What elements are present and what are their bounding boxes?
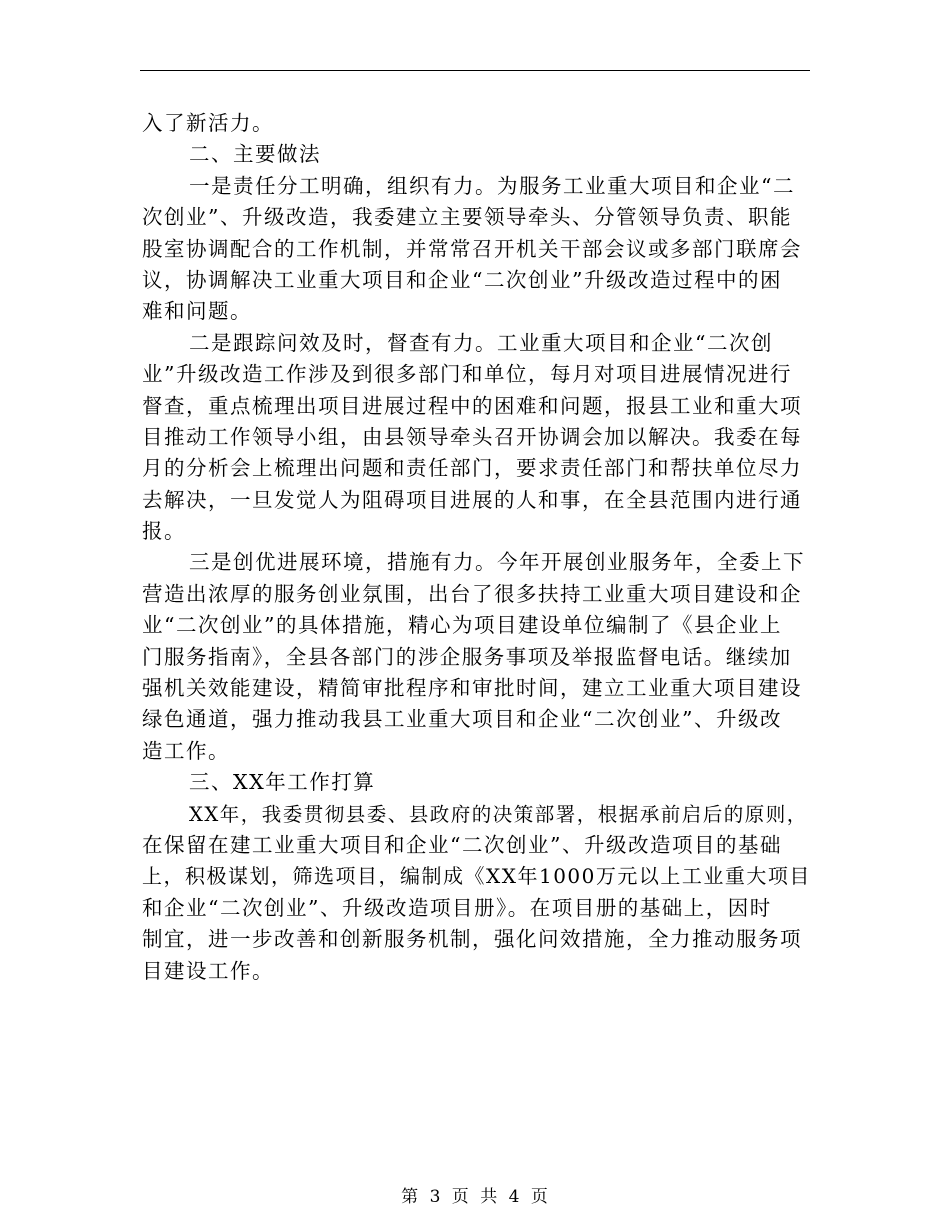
paragraph-line: 股室协调配合的工作机制，并常常召开机关干部会议或多部门联席会: [142, 236, 802, 261]
paragraph-line: 月的分析会上梳理出问题和责任部门，要求责任部门和帮扶单位尽力: [142, 456, 802, 481]
paragraph-line: 营造出浓厚的服务创业氛围，出台了很多扶持工业重大项目建设和企: [142, 581, 802, 606]
section-heading-main-practices: 二、主要做法: [189, 142, 321, 167]
paragraph-line: 强机关效能建设，精简审批程序和审批时间，建立工业重大项目建设: [142, 676, 802, 701]
paragraph-line: XX年，我委贯彻县委、县政府的决策部署，根据承前启后的原则，: [189, 802, 808, 826]
paragraph-line: 去解决，一旦发觉人为阻碍项目进展的人和事，在全县范围内进行通: [142, 487, 802, 512]
paragraph-line: 二是跟踪问效及时，督查有力。工业重大项目和企业“二次创: [189, 330, 773, 355]
paragraph-line: 上，积极谋划，筛选项目，编制成《XX年1000万元以上工业重大项目: [142, 864, 811, 889]
paragraph-line: 入了新活力。: [142, 111, 274, 135]
paragraph-line: 制宜，进一步改善和创新服务机制，强化问效措施，全力推动服务项: [142, 927, 802, 952]
paragraph-line: 报。: [142, 519, 186, 544]
paragraph-line: 在保留在建工业重大项目和企业“二次创业”、升级改造项目的基础: [142, 832, 782, 857]
header-rule: [140, 70, 810, 71]
paragraph-line: 绿色通道，强力推动我县工业重大项目和企业“二次创业”、升级改: [142, 707, 782, 732]
section-heading-work-plan: 三、XX年工作打算: [189, 770, 376, 795]
paragraph-line: 督查，重点梳理出项目进展过程中的困难和问题，报县工业和重大项: [142, 393, 802, 418]
paragraph-line: 一是责任分工明确，组织有力。为服务工业重大项目和企业“二: [189, 173, 795, 198]
paragraph-line: 业“二次创业”的具体措施，精心为项目建设单位编制了《县企业上: [142, 613, 782, 638]
paragraph-line: 门服务指南》，全县各部门的涉企服务事项及举报监督电话。继续加: [142, 644, 792, 669]
paragraph-line: 目推动工作领导小组，由县领导牵头召开协调会加以解决。我委在每: [142, 424, 802, 449]
paragraph-line: 三是创优进展环境，措施有力。今年开展创业服务年，全委上下: [189, 550, 805, 575]
paragraph-line: 和企业“二次创业”、升级改造项目册》。在项目册的基础上，因时: [142, 895, 772, 920]
paragraph-line: 次创业”、升级改造，我委建立主要领导牵头、分管领导负责、职能: [142, 205, 792, 230]
paragraph-line: 造工作。: [142, 738, 230, 763]
body-text: [142, 108, 812, 987]
paragraph-line: 目建设工作。: [142, 958, 274, 983]
paragraph-line: 议，协调解决工业重大项目和企业“二次创业”升级改造过程中的困: [142, 267, 782, 292]
paragraph-line: 业”升级改造工作涉及到很多部门和单位，每月对项目进展情况进行: [142, 362, 792, 387]
page-number-footer: 第 3 页 共 4 页: [401, 1187, 549, 1207]
paragraph-line: 难和问题。: [142, 299, 252, 324]
